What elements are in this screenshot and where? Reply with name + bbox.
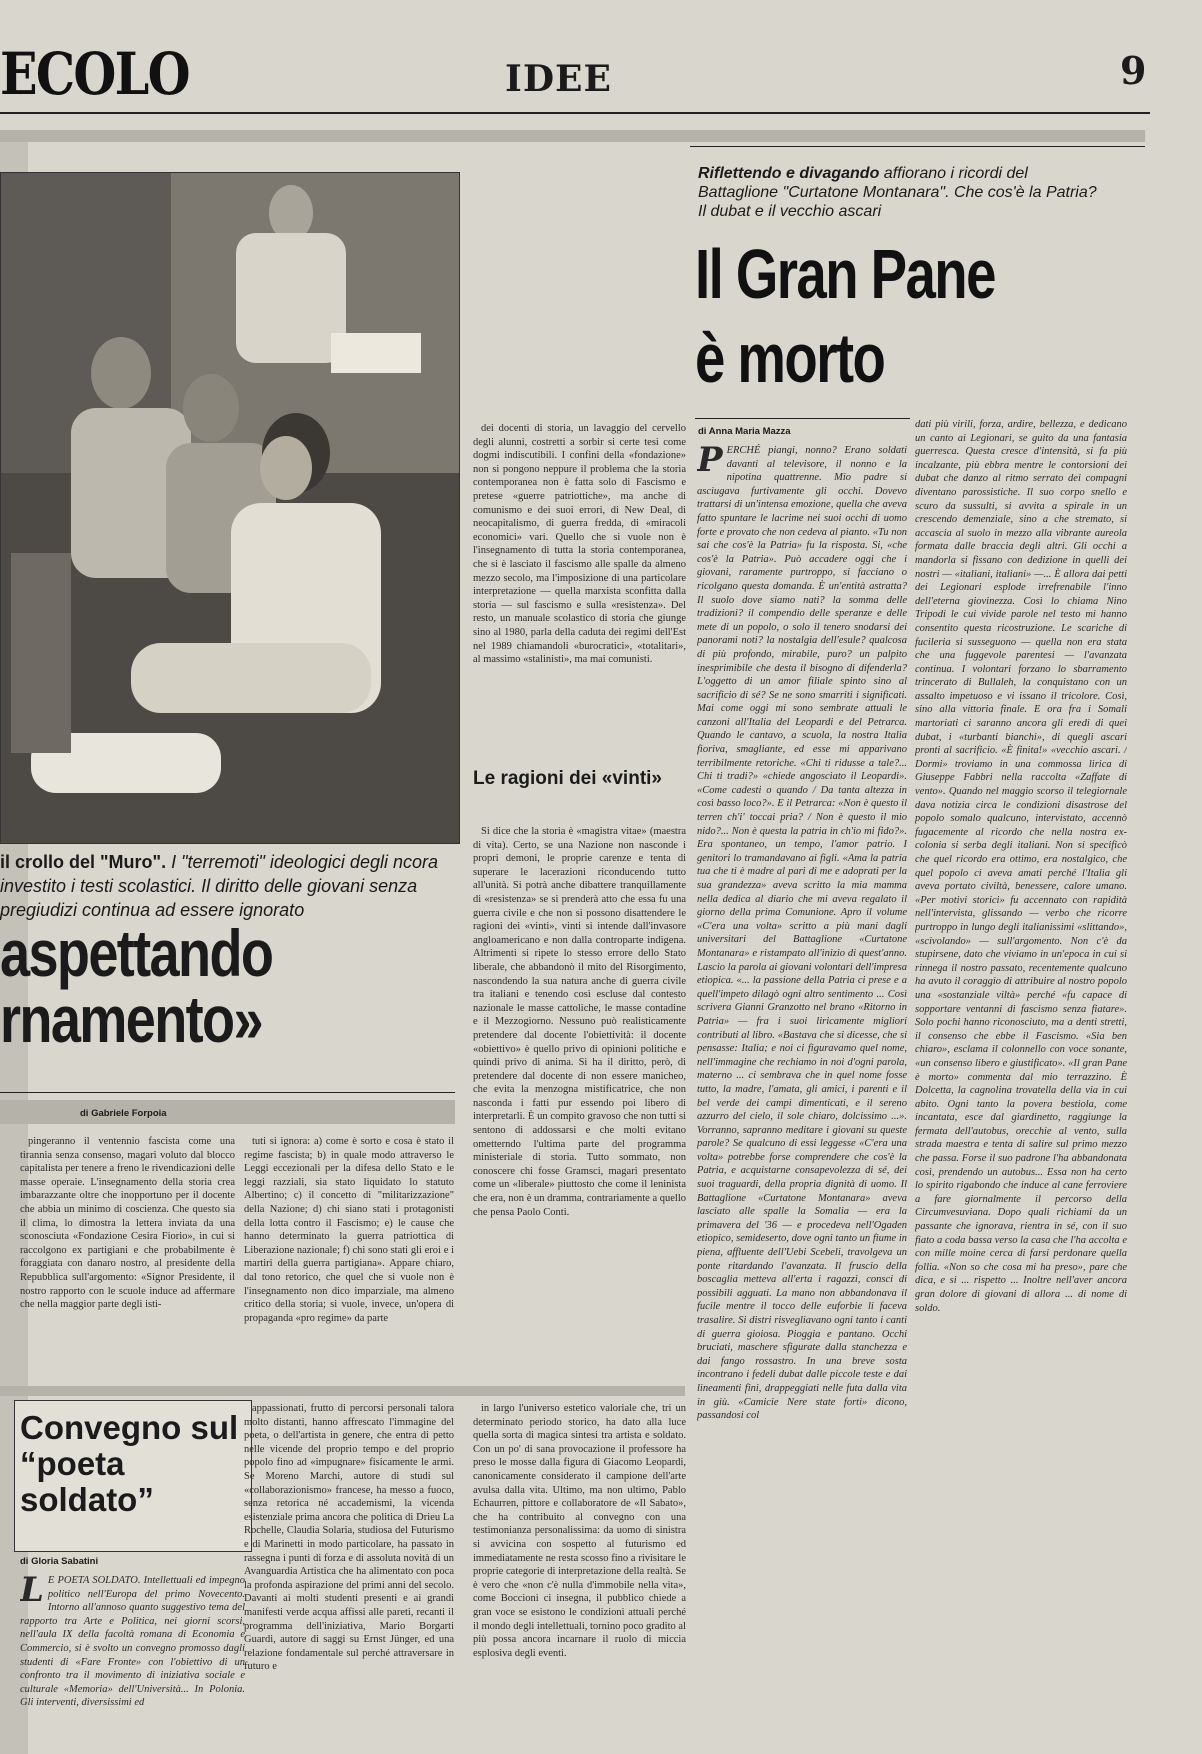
kicker-text: affiorano i ricordi del Battaglione "Curtatone Montanara". Che cos'è la Patria? Il dubat e il vecchio ascari bbox=[698, 165, 1097, 220]
convegno-dropcap: L bbox=[20, 1574, 44, 1610]
right-dropcap: P bbox=[697, 444, 723, 480]
right-top-rule bbox=[690, 146, 1145, 147]
right-byline: di Anna Maria Mazza bbox=[698, 426, 791, 437]
left-col2-text: tuti si ignora: a) come è sorto e cosa è stato il regime fascista; b) in quale modo attraverso le Leggi eccezionali per la difesa dello Stato e le leggi razziali, sia stato liquidato lo statuto Albertino; c) il concetto di "militarizzazione" della Nazione; d) chi siano stati i protagonisti della lotta contro il Fascismo; e) le cause che hanno determinato la guerra patriottica di Liberazione nazionale; f) chi sono stati gli eroi e i martiri della guerra partigiana». Appare chiaro, dal tono retorico, che quel che si vuole non è l'insegnamento non dico imparziale, ma almeno critico della storia; si vuole, invece, un'opera di propaganda «pro regime» da parte bbox=[244, 1136, 454, 1324]
section-title: IDEE bbox=[505, 58, 612, 100]
middle-column-top bbox=[473, 422, 686, 762]
left-col1-text: pingeranno il ventennio fascista come una tirannia senza consenso, magari voluto dal blocco capitalista per tenere a freno le rivendicazioni delle masse operaie. L'insegnamento della storia crea imbarazzante oltre che inopportuno per il docente che abbia un minimo di coscienza. Che questo sia il clima, lo dimostra la lettera inviata da una sconosciuta «Fondazione Cesira Fiorio», in cui si raccolgono ex partigiani e che probabilmente è foraggiata con danaro nostro, al presidente della Repubblica sull'argomento: «Signor Presidente, il nostro rapporto con le scuole induce ad affermare che nella maggior parte degli isti- bbox=[20, 1136, 235, 1311]
convegno-col3-text: in largo l'universo estetico valoriale che, tri un determinato periodo storico, ha dato alla luce quella sorta di magica sintesi tra artista e soldato. Con un po' di sana provocazione il professore ha preso le mosse dalla figura di Giacomo Leopardi, canonicamente considerato il campione dell'arte avulsa dalla vita. Ultimo, ma non ultimo, Pablo Echaurren, pittore e collaboratore de «Il Sabato», che ha contribuito al convegno con una testimonianza personalissima: da uomo di sinistra si avvicina con sospetto al futurismo ed immediatamente ne resta scosso fino a rivisitare le proprie categorie di interpretazione della realtà. Se è vero che «non c'è nulla d'immobile nella vita», come Boccioni ci insegna, il pubblico chiede a gran voce se esistono le condizioni attuali perché il mondo degli intellettuali, tornino poco gradito al più possa ancora incarnare il ruolo di miccia esplosiva degli eventi. bbox=[473, 1403, 686, 1659]
caption-text: I "terremoti" ideologici degli ncora investito i testi scolastici. Il diritto delle giovani senza pregiudizi continua ad essere ignorato bbox=[0, 852, 438, 920]
right-headline bbox=[695, 232, 1023, 400]
masthead: ECOLO bbox=[0, 40, 189, 108]
convegno-col2-text: appassionati, frutto di percorsi personali talora molto distanti, hanno affrescato l'immagine del poeta, o dell'artista in genere, che entra di petto nelle vicende del proprio tempo e del proprio popolo fino ad «impugnare» fisicamente le armi. Se Moreno Marchi, autore di studi sul «collaborazionismo» francese, ha messo a fuoco, senza retorica né accademismi, la vicenda esistenziale prima ancora che politica di Drieu La Rochelle, Claudia Solaria, studiosa del Futurismo e di Marinetti in modo particolare, ha passato in rassegna i punti di forza e di assoluta novità di un Avanguardia Artistica che ha alimentato con poca la profonda aspirazione del primi anni del secolo. Davanti ai molti studenti presenti e ai grandi manifesti verde acqua affissi alle pareti, recanti il programma dell'iniziativa, Mario Borgarti Guardi, autore di saggi su Ernst Jünger, ed una relazione fondamentale sul perché attraversare in futuro e bbox=[244, 1403, 454, 1673]
photo-students bbox=[0, 172, 460, 844]
left-headline-line1: aspettando bbox=[0, 916, 273, 990]
convegno-band bbox=[0, 1386, 685, 1396]
left-rule bbox=[0, 1092, 455, 1093]
byline-band bbox=[0, 1100, 455, 1124]
middle-col-top-text: dei docenti di storia, un lavaggio del cervello degli alunni, costretti a sorbir si certe tesi come dogmi indiscutibili. I confini della «fondazione» non si pongono neppure il problema che la storia contemporanea non è fatta solo di Fascismo e pretese «guerre patriottiche», ma anche di comunismo e dei suoi errori, di New Deal, di neocapitalismo, di guerra fredda, di «miracoli economici» vari. Quello che si vuole non è l'insegnamento di tutta la storia contemporanea, che si è lasciato il fascismo alle spalle da almeno mezzo secolo, ma l'imposizione di una particolare interpretazione — quella marxista sconfitta dalla storia — sul fascismo e sulla «resistenza». Del resto, un manuale scolastico di storia che giunge sino al 1980, parla della caduta dei regimi dell'Est nel 1989 chiamandoli «burocratici», «totalitari», al massimo «stalinisti», ma mai comunisti. bbox=[473, 423, 686, 666]
photo-caption bbox=[0, 850, 455, 922]
left-column-1 bbox=[20, 1135, 235, 1385]
photo-image bbox=[1, 173, 459, 843]
kicker-bold: Riflettendo e divagando bbox=[698, 165, 880, 182]
convegno-column-1 bbox=[20, 1574, 245, 1752]
left-byline: di Gabriele Forpoia bbox=[80, 1108, 167, 1119]
left-headline bbox=[0, 916, 377, 1056]
middle-col-bottom-text: Si dice che la storia è «magistra vitae» (maestra di vita). Certo, se una Nazione non nasconde i propri demoni, le proprie carenze e tenta di superare le lacerazioni riconducendo tutto all'unità. Si potrà anche dibattere tranquillamente di «resistenza» se si prenderà atto che essa fu una guerra civile e che non si possono disattendere le ragioni dei «vinti», vinti si intende dall'invasore angloamericano e non dalla controparte indigena. Altrimenti si ripete lo stesso errore dello Stato liberale, che abbandonò il mito del Risorgimento, nascondendo la sua natura anche di guerra civile tra italiani e tenendo così escluse dal contesto nazionale le masse cattoliche, le masse contadine e il Mezzogiorno. Nessuno può realisticamente pretendere dal docente l'obiettività: il docente «obiettivo» è quello privo di opinioni politiche e quindi privo di anima. Si ha il diritto, però, di pretendere dal docente di non essere manicheo, che evita la menzogna mistificatrice, che non nasconda i fatti pur essendo poi libero di interpretarli. È un compito gravoso che non tutti si sentono di addossarsi e che molti evitano ometterndo l'ultima parte del programma ministeriale di storia. Tutto sommato, non conoscere chi fosse Gramsci, magari presentato come un «liberale» piuttosto che come il leninista che era, non è un dramma, contrariamente a quello che pensa Paolo Conti. bbox=[473, 826, 686, 1218]
right-col-b-text: dati più virili, forza, ardire, bellezza, e dedicano un canto ai Legionari, se guito da una fantasia guerresca. Questa cresce d'intensità, si fa più incalzante, più ebbra mentre le contorsioni dei dubat che danzo al ritmo serrato dei compagni diventano parossistiche. Il suo corpo snello e scuro da sussulti, si avvita a spirale in un crescendo demenziale, sino a che stremato, si accascia al suolo in mezzo alla vibrante aureola formata dalle braccia degli altri. Gli occhi a mandorla si fissano con dedizione in quelli dei nostri — «italiani, italiani» —... È allora dai petti dei Legionari esplode irrefrenabile l'inno dell'eterna giovinezza. Così lo chiama Nino Tripodi le cui vivide parole nel testo mi hanno consentito questa ricostruzione. Le scariche di fucileria si susseguono — quella non era stata che una fuggevole parentesi — l'avanzata continua. I volontari forzano lo sbarramento trincerato di Bullaleh, la conquistano con un assalto impetuoso e vi issano il tricolore. Così, sino alla vittoria finale. E ora fra i Somali martoriati ci saranno ancora gli eredi di quei dubat, i «turbanti bianchi», di quegli ascari pronti al sacrificio. «È finita!» «vecchio ascari. / Dormi» troviamo in una commossa lirica di Giuseppe Fabbri nella raccolta «Zaffate di vento». Quando nel maggio scorso il telegiornale dava notizia circa le condizioni disastrose del popolo somalo qualcuno, intervistato, accennò fugacemente al ricordo che nella nostra ex-colonia si serba degli italiani. Non si specificò che quel ricordo era ottimo, era nostalgico, che quel popolo ci aveva amati perché l'Italia gli aveva portato civiltà, benessere, calore umano. «Per motivi storici» fu accennato con rapidità nell'intervista, glissando — verbo che ricorre purtroppo in lungo degli italianissimi «slittando», «scivolando» — sull'argomento. Non c'è da stupirsene, dato che viviamo in un'epoca in cui si rinnega il nostro passato, recentemente qualcuno ha avuto il coraggio di attribuire al nostro popolo una «sostanziale viltà» perché «fu capace di sopportare ventanni di fascismo senza fiatare». Solo pochi hanno riconosciuto, ma a denti stretti, il consenso che ebbe il Fascismo. «Sia ben chiaro», esclama il colonnello con voce sonante, «un consenso libero e giustificato». «Il gran Pane è morto» commenta dal mio terrazzino. È Dolcetta, la cagnolina trovatella della via in cui abito. Ogni tanto la povera bestiola, come incantata, esce dal giardinetto, raggiunge la fermata dell'autobus, orecchie al vento, sulla strada maestra e tenta di salire sul primo mezzo che passa. Forse il suo padrone l'ha abbandonata così, prendendo un autobus... Essa non ha certo lo spirito rigabondo che induce al cane ferroviere a fare giornalmente il percorso della Circumvesuviana. Dopo quali richiami da un passante che ignorava, rientra in sé, con il suo fiato a coda bassa verso la casa che l'ha accolta e con mille moine cerca di farsi perdonare quella follia. «Non so che cosa mi ha preso», pare che dica, e si ... rispetto ... Inoltre nell'aver ancora gran dolore di giovani di allora ... di nome di soldo. bbox=[915, 419, 1127, 1314]
convegno-col1-text: E POETA SOLDATO. Intellettuali ed impegno politico nell'Europa del primo Novecento. Intorno all'annoso quanto suggestivo tema del rapporto tra Arte e Politica, nei giorni scorsi, nell'aula IX della facoltà romana di Economia e Commercio, si è svolto un convegno promosso dagli studenti di «Fare Fronte» con l'obiettivo di un confronto tra il movimento di iniziativa sociale e culturale «Memoria» dell'Università... In Polonia. Gli interventi, diversissimi ed bbox=[20, 1575, 245, 1709]
convegno-column-3 bbox=[473, 1402, 686, 1752]
convegno-title: Convegno sul “poeta soldato” bbox=[20, 1409, 239, 1518]
convegno-byline: di Gloria Sabatini bbox=[20, 1556, 99, 1567]
left-column-2 bbox=[244, 1135, 454, 1385]
left-headline-line2: rnamento» bbox=[0, 982, 262, 1056]
caption-bold: il crollo del "Muro". bbox=[0, 852, 167, 872]
right-headline-line2: è morto bbox=[695, 319, 885, 397]
top-band bbox=[0, 130, 1145, 142]
right-column-b bbox=[915, 418, 1127, 1752]
right-column-a bbox=[697, 444, 907, 1752]
header-rule bbox=[0, 112, 1150, 114]
convegno-column-2 bbox=[244, 1402, 454, 1752]
page-number: 9 bbox=[1120, 48, 1147, 93]
middle-column-bottom bbox=[473, 825, 686, 1385]
right-headline-line1: Il Gran Pane bbox=[695, 235, 995, 313]
right-kicker bbox=[698, 164, 1098, 221]
middle-subhead: Le ragioni dei «vinti» bbox=[473, 768, 662, 789]
right-byline-rule bbox=[695, 418, 910, 419]
right-col-a-text: ERCHÉ piangi, nonno? Erano soldati davanti al televisore, il nonno e la nipotina quattrenne. Mio padre si asciugava furtivamente gli occhi. Dovevo trattarsi di un'intensa emozione, quella che aveva fatto spuntare le lacrime nei suoi occhi di uomo forte e provato che non cedeva al pianto. «Tu non sai che cos'è la Patria» fu la risposta. Si, «che cos'è la Patria». Può accadere oggi che i giovani, raramente purtroppo, si facciano o ricolgano questa domanda. È un'entità astratta? Il suolo dove siamo nati? la somma delle tradizioni? il compendio delle speranze e delle mete di un popolo, o solo il tenero snodarsi dei panorami noti? la nostalgia dell'esule? qualcosa di più profondo, mirabile, puro? un palpito inesprimibile che desta il bisogno di difenderla? L'oggetto di un amor filiale spinto sino al sacrificio di sé? Se ne sono smarriti i significati. Mai come oggi mi sono sembrate attuali le canzoni all'Italia del Leopardi e del Petrarca. Quando le cantavo, a scuola, la nostra Italia fioriva, smagliante, ed esse mi apparivano terribilmente retoriche. «Chi ti ridusse a tale?... Chi ti tradi?» «chiede angosciato il Leopardi». «Come cadesti o quando / Da tanta altezza in così basso loco?». E il Petrarca: «Non è questo il terren ch'i' toccai pria? / Non è questo il mio nido?... Non è questa la patria in ch'io mi fido?». Era spontaneo, un tempo, l'amor patrio. I genitori lo tramandavano ai figli. «Ama la patria tua che ti è madre al pari di me e adoprati per la sua grandezza» aveva scritto la mia mamma nella dedica al diario che mi aveva regalato il giorno della prima Comunione. Apro il volume «C'era una volta» scritto a più mani dagli universitari del Battaglione «Curtatone Montanara» e ristampato all'inizio di quest'anno. Lascio la parola ai giovani volontari dell'impresa etiopica. «... la passione della Patria ci prese e a quell'impeto dilagò ogni altro sentimento ... Così scrivera Gianni Granzotto nel brano «Ritorno in Patria» — fra i suoi liricamente migliori contributi al libro. «Bastava che si dicesse, che si pensasse: Italia; e noi ci figuravamo quel nome, nell'immagine che rechiamo in noi d'ogni parola, materno ... ci sembrava che in quel nome fosse tutto, la madre, l'amata, gli amici, i parenti e il bel verde dei campi dimenticati, e il sereno azzurro del cielo, il sole chiaro, dolcissimo ...». Vorranno, sapranno meditare i giovani su queste parole? Se qualcuno di essi leggesse «C'era una volta» potrebbe forse comprendere che cos'è la Patria, e acquistarne consapevolezza di sé, dei suoi traguardi, della propria dignità di uomo. Il Battaglione «Curtatone Montanara» aveva lasciato alle spalle la Somalia — era la primavera del '36 — e procedeva nell'Ogaden etiopico, semideserto, dove ogni tanto un fiume in piena, affluente dell'Uebi Scebeli, travolgeva un ponte ritardando l'avanzata. Il fruscio della boscaglia metteva all'erta i ragazzi, consci di possibili agguati. La mano non abbandonava il fucile mentre il tocco delle euforbie li faceva trasalire. Si distri risvegliavano ogni tanto i canti di guerra gioiosa. Pioggia e pantano. Occhi bruciati, maschere sfigurate dalla stanchezza e dai fango rossastro. In una breve sosta incontrano i fedeli dubat dalle piccole teste e dai lineamenti fini, drappeggiati nelle futa dalla vita in giù. «Camicie Nere state forti» dicono, passandosi col bbox=[697, 445, 907, 1422]
